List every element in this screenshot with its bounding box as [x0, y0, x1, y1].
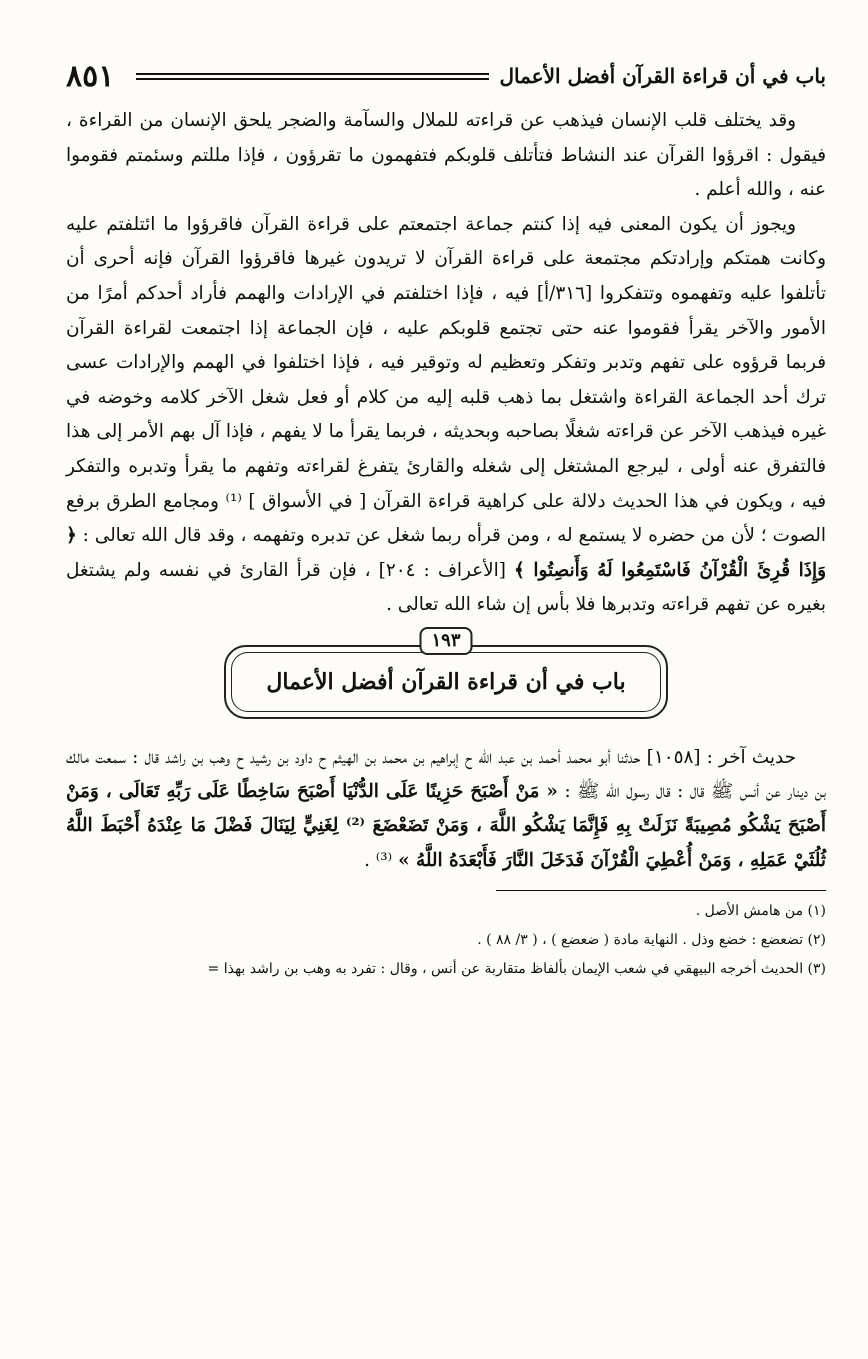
page [66, 56, 826, 984]
footnote: (١) من هامش الأصل . [695, 902, 826, 919]
hadith-block [66, 741, 826, 878]
footnote: (٢) تضعضع : خضع وذل . النهاية مادة ( ضعضع ) ، ( ٣/ ٨٨ ) . [477, 931, 826, 948]
chapter-frame [231, 652, 661, 712]
running-title: باب في أن قراءة القرآن أفضل الأعمال [499, 64, 826, 88]
hadith-footnote-marker: ⁽³⁾ . [364, 849, 393, 871]
running-head [66, 56, 826, 96]
hadith-matn: « مَنْ أَصْبَحَ حَزِينًا عَلَى الدُّنْيَا أَصْبَحَ سَاخِطًا عَلَى رَبِّهِ تَعَالَى ، وَمَنْ أَصْبَحَ يَشْكُو مُصِيبَةً نَزَلَتْ بِهِ فَإِنَّمَا يَشْكُو اللَّهَ ، وَمَنْ تَضَعْضَعَ ⁽²⁾ لِغَنِيٍّ لِيَنَالَ فَضْلَ مَا عِنْدَهُ أَحْبَطَ اللَّهُ ثُلُثَيْ عَمَلِهِ ، وَمَنْ أُعْطِيَ الْقُرْآنَ فَدَخَلَ النَّارَ فَأَبْعَدَهُ اللَّهُ » [66, 781, 826, 871]
paragraph: وقد يختلف قلب الإنسان فيذهب عن قراءته للملال والسآمة والضجر يلحق الإنسان من القراءة ، فيقول : اقرؤوا القرآن عند النشاط فتأتلف قلوبكم فتفهمون ما تقرؤون ، فإذا مللتم وسئمتم فقوموا عنه ، والله أعلم . [66, 110, 826, 201]
quran-verse: ﴿ وَإِذَا قُرِئَ الْقُرْآنُ فَاسْتَمِعُوا لَهُ وَأَنصِتُوا ﴾ [66, 525, 826, 581]
chapter-title: باب في أن قراءة القرآن أفضل الأعمال [266, 668, 626, 695]
paragraph-text: ويجوز أن يكون المعنى فيه إذا كنتم جماعة اجتمعتم على قراءة القرآن فاقرؤوا ما ائتلفتم عليه وكانت همتكم وإرادتكم مجتمعة على قراءة القرآن لا تريدون غيرها فاقرؤوا القرآن فإنه أحرى أن تأتلفوا عليه وتفهموه وتتفكروا [٣١٦/أ] فيه ، فإذا اختلفتم في الإرادات والهمم فأراد أحدكم أمرًا من الأمور والآخر يقرأ فقوموا عنه حتى تجتمع قلوبكم عليه ، فإن الجماعة إذا اجتمعت لقراءة القرآن فربما قرؤوه على تفهم وتدبر وتفكر وتعظيم له وتوقير فيه ، فإذا اختلفوا في الهمم والإرادات عسى ترك أحد الجماعة القراءة واشتغل بما ذهب قلبه إليه من كلام أو فعل شغل الآخر كلامه وخوضه في غيره فيذهب الآخر عن قراءته شغلًا بصاحبه وبحديثه ، فربما يقرأ ما لا يفهم ، فإذا آل بهم الأمر إلى هذا فالتفرق عنه أولى ، ليرجع المشتغل إلى شغله والقارئ يتفرغ لقراءته وتفهم ما يقرأ وتدبره والتفكر فيه ، ويكون في هذا الحديث دلالة على كراهية قراءة القرآن [ في الأسواق ] ⁽¹⁾ ومجامع الطرق برفع الصوت ؛ لأن من حضره لا يستمع له ، ومن قرأه ربما شغل عن تدبره وتفهمه ، وقد قال الله تعالى : [66, 213, 826, 547]
body-text [66, 104, 826, 623]
verse-reference: [الأعراف : ٢٠٤] [378, 559, 506, 581]
footnotes [66, 897, 826, 984]
page-number: ٨٥١ [66, 58, 115, 94]
chapter-heading-box [224, 629, 668, 719]
footnote-divider [66, 890, 826, 891]
hadith-isnad: حديث آخر : [١٠٥٨] حدثنا أبو محمد أحمد بن عبد الله ح إبراهيم بن محمد بن الهيثم ح داود بن رشيد ح وهب بن راشد قال : سمعت مالك بن دينار عن أنس ﷺ قال : قال رسول الله ﷺ : [66, 746, 826, 803]
paragraph-tail: ، فإن قرأ القارئ في نفسه ولم يشتغل بغيره عن تفهم قراءته وتدبرها فلا بأس إن شاء الله تعالى . [66, 559, 826, 616]
paragraph [66, 208, 826, 623]
chapter-number: ١٩٣ [419, 627, 472, 655]
hadith-text [66, 741, 826, 878]
footnote: (٣) الحديث أخرجه البيهقي في شعب الإيمان بألفاظ متقاربة عن أنس ، وقال : تفرد به وهب بن راشد بهذا = [207, 960, 826, 977]
header-rule [136, 73, 489, 80]
